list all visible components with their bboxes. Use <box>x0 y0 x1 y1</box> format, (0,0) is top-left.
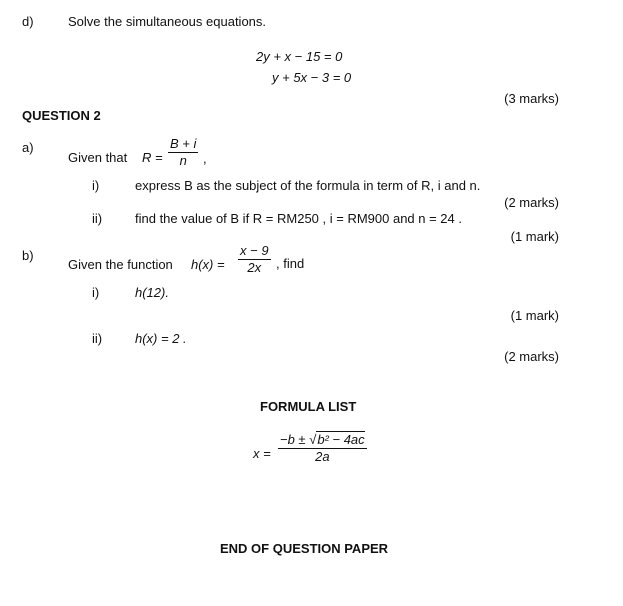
qb-i-text: h(12). <box>135 285 169 300</box>
qb-ii-text: h(x) = 2 . <box>135 331 187 346</box>
formula-sqrt: b² − 4ac <box>317 432 365 447</box>
qa-given: Given that <box>68 150 128 165</box>
end-of-paper: END OF QUESTION PAPER <box>220 541 389 556</box>
qb-ii-marks: (2 marks) <box>504 349 559 364</box>
qa-ii-marks: (1 mark) <box>510 229 559 244</box>
formula-denominator: 2a <box>315 449 330 464</box>
qb-ii-label: ii) <box>92 331 103 346</box>
qb-numerator: x − 9 <box>240 243 269 258</box>
question-2-heading: QUESTION 2 <box>22 108 101 123</box>
qa-ii-text: find the value of B if R = RM250 , i = RM900 and n = 24 . <box>135 211 462 226</box>
quadratic-formula <box>278 433 367 464</box>
qa-i-text: express B as the subject of the formula in term of R, i and n. <box>135 178 481 193</box>
qb-fraction <box>238 244 271 275</box>
qa-numerator: B + i <box>170 136 197 151</box>
qb-i-marks: (1 mark) <box>510 308 559 323</box>
qa-comma: , <box>203 151 207 166</box>
formula-num-prefix: −b ± <box>280 432 310 447</box>
qb-find: , find <box>276 256 305 271</box>
equation-1: 2y + x − 15 = 0 <box>256 49 343 64</box>
qb-lhs: h(x) = <box>191 257 225 272</box>
qb-given: Given the function <box>68 257 173 272</box>
qa-i-marks: (2 marks) <box>504 195 559 210</box>
formula-lhs: x = <box>253 446 271 461</box>
qb-i-label: i) <box>92 285 100 300</box>
qa-lhs: R = <box>142 150 163 165</box>
qa-ii-label: ii) <box>92 211 103 226</box>
q1d-label: d) <box>22 14 34 29</box>
q1d-marks: (3 marks) <box>504 91 559 106</box>
qb-denominator: 2x <box>247 260 262 275</box>
qb-label: b) <box>22 248 34 263</box>
qa-fraction <box>168 137 198 168</box>
qa-label: a) <box>22 140 34 155</box>
qa-i-label: i) <box>92 178 100 193</box>
formula-list-heading: FORMULA LIST <box>260 399 357 414</box>
formula-numerator: −b ± √b² − 4ac <box>280 432 365 447</box>
qa-denominator: n <box>179 153 187 168</box>
q1d-text: Solve the simultaneous equations. <box>68 14 267 29</box>
equation-2: y + 5x − 3 = 0 <box>272 70 352 85</box>
